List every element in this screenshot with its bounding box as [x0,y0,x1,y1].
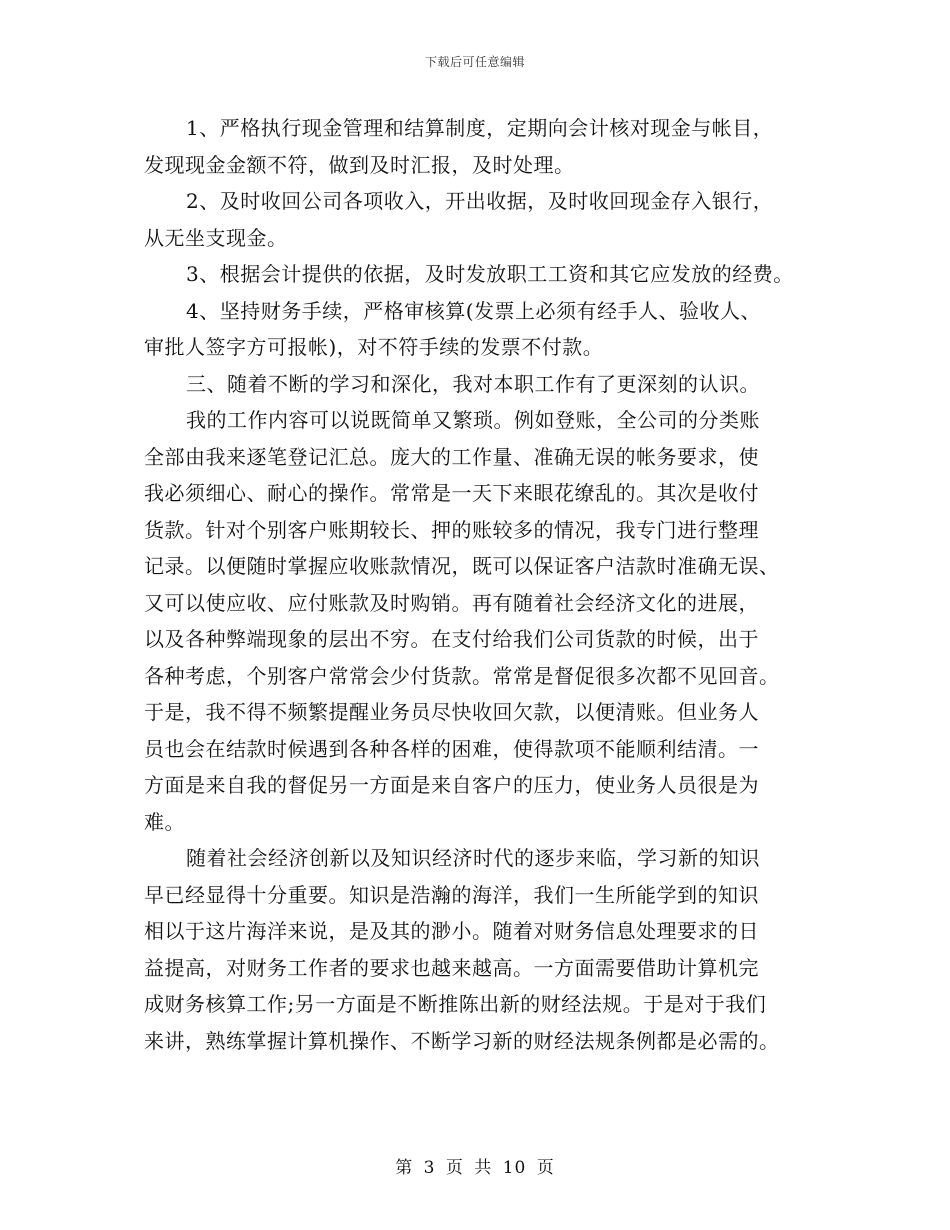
document-body [144,110,834,1059]
text-line: 三、随着不断的学习和深化，我对本职工作有了更深刻的认识。 [186,371,760,396]
text-line: 审批人签字方可报帐)，对不符手续的发票不付款。 [144,335,604,359]
text-line: 员也会在结款时候遇到各种各样的困难，使得款项不能顺利结清。一 [144,736,759,761]
text-line: 货款。针对个别客户账期较长、押的账较多的情况，我专门进行整理 [144,517,759,542]
text-line: 1、严格执行现金管理和结算制度，定期向会计核对现金与帐目， [186,116,774,140]
text-line: 来讲，熟练掌握计算机操作、不断学习新的财经法规条例都是必需的。 [144,1028,780,1053]
text-line: 成财务核算工作;另一方面是不断推陈出新的财经法规。于是对于我们 [144,992,767,1016]
text-line: 4、坚持财务手续，严格审核算(发票上必须有经手人、验收人、 [186,298,762,323]
text-line: 相以于这片海洋来说，是及其的渺小。随着对财务信息处理要求的日 [144,919,759,943]
text-line: 全部由我来逐笔登记汇总。庞大的工作量、准确无误的帐务要求，使 [144,444,759,469]
text-line: 方面是来自我的督促另一方面是来自客户的压力，使业务人员很是为 [144,773,759,797]
text-line: 又可以使应收、应付账款及时购销。再有随着社会经济文化的进展， [144,590,759,615]
text-line: 2、及时收回公司各项收入，开出收据，及时收回现金存入银行， [186,189,774,213]
text-line: 发现现金金额不符，做到及时汇报，及时处理。 [144,152,575,177]
text-line: 难。 [144,809,185,834]
text-line: 记录。以便随时掌握应收账款情况，既可以保证客户洁款时准确无误、 [144,554,780,578]
text-line: 我的工作内容可以说既简单又繁琐。例如登账，全公司的分类账 [186,408,760,432]
text-line: 于是，我不得不频繁提醒业务员尽快收回欠款，以便清账。但业务人 [144,700,759,724]
text-line: 3、根据会计提供的依据，及时发放职工工资和其它应发放的经费。 [186,262,794,286]
text-line: 益提高，对财务工作者的要求也越来越高。一方面需要借助计算机完 [144,955,759,980]
text-line: 随着社会经济创新以及知识经济时代的逐步来临，学习新的知识 [186,846,760,870]
text-line: 各种考虑，个别客户常常会少付货款。常常是督促很多次都不见回音。 [144,663,780,688]
text-line: 从无坐支现金。 [144,225,288,250]
text-line: 我必须细心、耐心的操作。常常是一天下来眼花缭乱的。其次是收付 [144,481,759,505]
text-line: 以及各种弊端现象的层出不穷。在支付给我们公司货款的时候，出于 [144,627,759,651]
page-footer: 第 3 页 共 10 页 [395,1158,555,1178]
text-line: 早已经显得十分重要。知识是浩瀚的海洋，我们一生所能学到的知识 [144,882,759,907]
page-header: 下载后可任意编辑 [424,55,525,69]
